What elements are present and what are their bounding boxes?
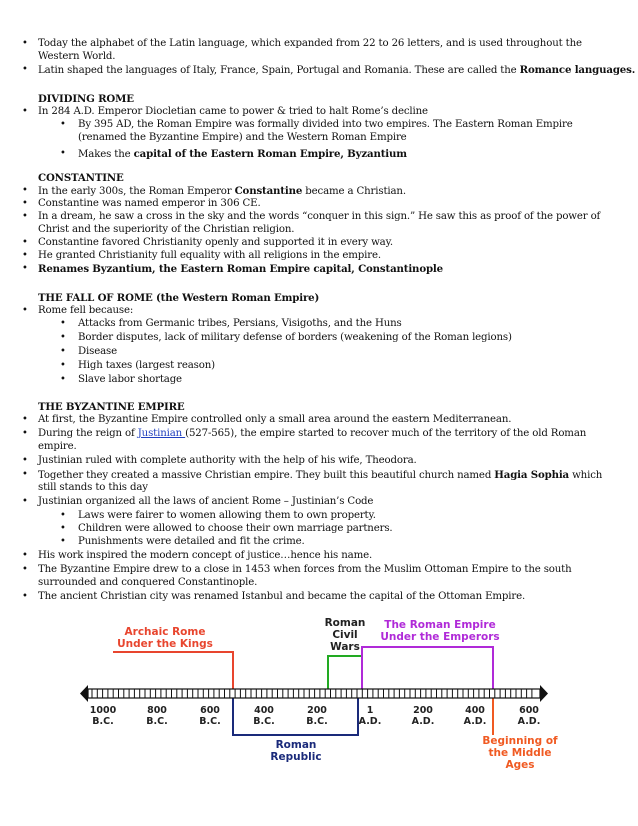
text-line: Christ and the superiority of the Christian religion. (38, 224, 295, 235)
roman-republic-bracket (233, 694, 358, 735)
tick-label: 200 (413, 705, 433, 716)
civil-wars-label: Civil (332, 629, 358, 641)
romance-languages-term: Romance languages. (519, 64, 636, 76)
axis-left-arrow-icon (80, 685, 88, 702)
tick-label-era: B.C. (253, 716, 275, 727)
sub-bullet: • (60, 318, 66, 329)
tick-label-era: B.C. (199, 716, 221, 727)
text-line: Together they created a massive Christian empire. They built this beautiful church named Hagia Sophia which (38, 469, 603, 481)
roman-empire-label: The Roman Empire (384, 619, 496, 631)
middle-ages-label: the Middle (488, 747, 552, 759)
sub-bullet: • (60, 360, 66, 371)
sub-bullet: • (60, 510, 66, 521)
bullet: • (22, 64, 28, 75)
sub-bullet: • (60, 523, 66, 534)
text-line: (renamed the Byzantine Empire) and the Western Roman Empire (78, 132, 407, 143)
bullet: • (22, 305, 28, 316)
tick-label-era: A.D. (517, 716, 541, 727)
section-heading-dividing-rome: DIVIDING ROME (38, 93, 134, 105)
middle-ages-label: Ages (505, 759, 535, 771)
list-item: Punishments were detailed and fit the crime. (78, 536, 305, 547)
text-line: At first, the Byzantine Empire controlled only a small area around the eastern Mediterranean. (38, 414, 512, 425)
text-line: His work inspired the modern concept of justice…hence his name. (38, 550, 373, 561)
text-line: Justinian ruled with complete authority with the help of his wife, Theodora. (38, 455, 417, 466)
text-line: Justinian organized all the laws of ancient Rome – Justinian’s Code (38, 496, 374, 507)
bullet: • (22, 250, 28, 261)
bullet: • (22, 496, 28, 507)
bullet: • (22, 106, 28, 117)
tick-label: 600 (200, 705, 220, 716)
list-item: Laws were fairer to women allowing them to own property. (78, 510, 376, 521)
tick-label: 1000 (89, 705, 117, 716)
text-line: empire. (38, 441, 77, 452)
bullet: • (22, 198, 28, 209)
text-line: The ancient Christian city was renamed Istanbul and became the capital of the Ottoman Empire. (38, 591, 526, 602)
bullet: • (22, 237, 28, 248)
list-item: Slave labor shortage (78, 374, 182, 385)
archaic-rome-bracket (113, 652, 233, 694)
archaic-rome-label: Under the Kings (117, 638, 213, 650)
bullet: • (22, 469, 28, 480)
sub-bullet: • (60, 332, 66, 343)
text-line: By 395 AD, the Roman Empire was formally divided into two empires. The Eastern Roman Empire (78, 119, 573, 130)
roman-republic-label: Roman (275, 739, 317, 751)
sub-bullet: • (60, 119, 66, 130)
tick-label-era: A.D. (411, 716, 435, 727)
tick-label: 400 (465, 705, 485, 716)
text-line: surrounded and conquered Constantinople. (38, 577, 258, 588)
bullet: • (22, 414, 28, 425)
text-line: He granted Christianity full equality with all religions in the empire. (38, 250, 381, 261)
tick-label: 400 (254, 705, 274, 716)
tick-label: 1 (366, 705, 374, 716)
bullet: • (22, 564, 28, 575)
bullet: • (22, 428, 28, 439)
text-line: Today the alphabet of the Latin language, which expanded from 22 to 26 letters, and is used throughout the (38, 38, 582, 49)
text-line: The Byzantine Empire drew to a close in 1453 when forces from the Muslim Ottoman Empire to the south (38, 564, 572, 575)
roman-republic-label: Republic (270, 751, 322, 763)
list-item: Children were allowed to choose their own marriage partners. (78, 523, 393, 534)
bullet: • (22, 455, 28, 466)
sub-bullet: • (60, 374, 66, 385)
archaic-rome-label: Archaic Rome (124, 626, 206, 638)
section-heading-constantine: CONSTANTINE (38, 172, 124, 184)
tick-label-era: B.C. (146, 716, 168, 727)
roman-empire-bracket (362, 647, 493, 694)
tick-label: 600 (519, 705, 539, 716)
sub-bullet: • (60, 536, 66, 547)
bullet: • (22, 550, 28, 561)
sub-bullet: • (60, 346, 66, 357)
text-line: still stands to this day (38, 482, 148, 493)
list-item: High taxes (largest reason) (78, 360, 215, 371)
tick-label-era: B.C. (306, 716, 328, 727)
text-line: Constantine favored Christianity openly and supported it in every way. (38, 237, 393, 248)
list-item: Border disputes, lack of military defense of borders (weakening of the Roman legions) (78, 332, 512, 343)
text-line: In the early 300s, the Roman Emperor Constantine became a Christian. (38, 185, 406, 197)
text-line: Renames Byzantium, the Eastern Roman Empire capital, Constantinople (38, 263, 443, 275)
middle-ages-label: Beginning of (482, 735, 558, 747)
sub-bullet: • (60, 148, 66, 159)
justinian-link[interactable]: Justinian (137, 428, 186, 439)
tick-label-era: A.D. (463, 716, 487, 727)
list-item: Attacks from Germanic tribes, Persians, Visigoths, and the Huns (78, 318, 402, 329)
tick-label: 800 (147, 705, 167, 716)
tick-label-era: A.D. (358, 716, 382, 727)
bullet: • (22, 211, 28, 222)
tick-label-era: B.C. (92, 716, 114, 727)
roman-timeline-diagram (80, 612, 560, 772)
text-line: During the reign of Justinian (527-565), the empire started to recover much of the territory of the old Roman (38, 428, 587, 439)
civil-wars-label: Roman (324, 617, 366, 629)
section-heading-byzantine-empire: THE BYZANTINE EMPIRE (38, 401, 185, 413)
text-line: Makes the capital of the Eastern Roman Empire, Byzantium (78, 148, 407, 160)
axis-right-arrow-icon (540, 685, 548, 702)
text-line: Latin shaped the languages of Italy, France, Spain, Portugal and Romania. These are called the Romance languages. (38, 64, 636, 76)
bullet: • (22, 591, 28, 602)
text-line: Rome fell because: (38, 305, 134, 316)
tick-label: 200 (307, 705, 327, 716)
section-heading-fall-of-rome: THE FALL OF ROME (the Western Roman Empire) (38, 292, 320, 304)
text-line: In 284 A.D. Emperor Diocletian came to power & tried to halt Rome’s decline (38, 106, 428, 117)
list-item: Disease (78, 346, 117, 357)
roman-empire-label: Under the Emperors (380, 631, 500, 643)
bullet: • (22, 185, 28, 196)
bullet: • (22, 263, 28, 274)
text-line: Constantine was named emperor in 306 CE. (38, 198, 261, 209)
civil-wars-label: Wars (330, 641, 360, 653)
text-line: Western World. (38, 51, 116, 62)
text-line: In a dream, he saw a cross in the sky and the words “conquer in this sign.” He saw this as proof of the power of (38, 211, 601, 222)
bullet: • (22, 38, 28, 49)
civil-wars-bracket (328, 656, 362, 694)
